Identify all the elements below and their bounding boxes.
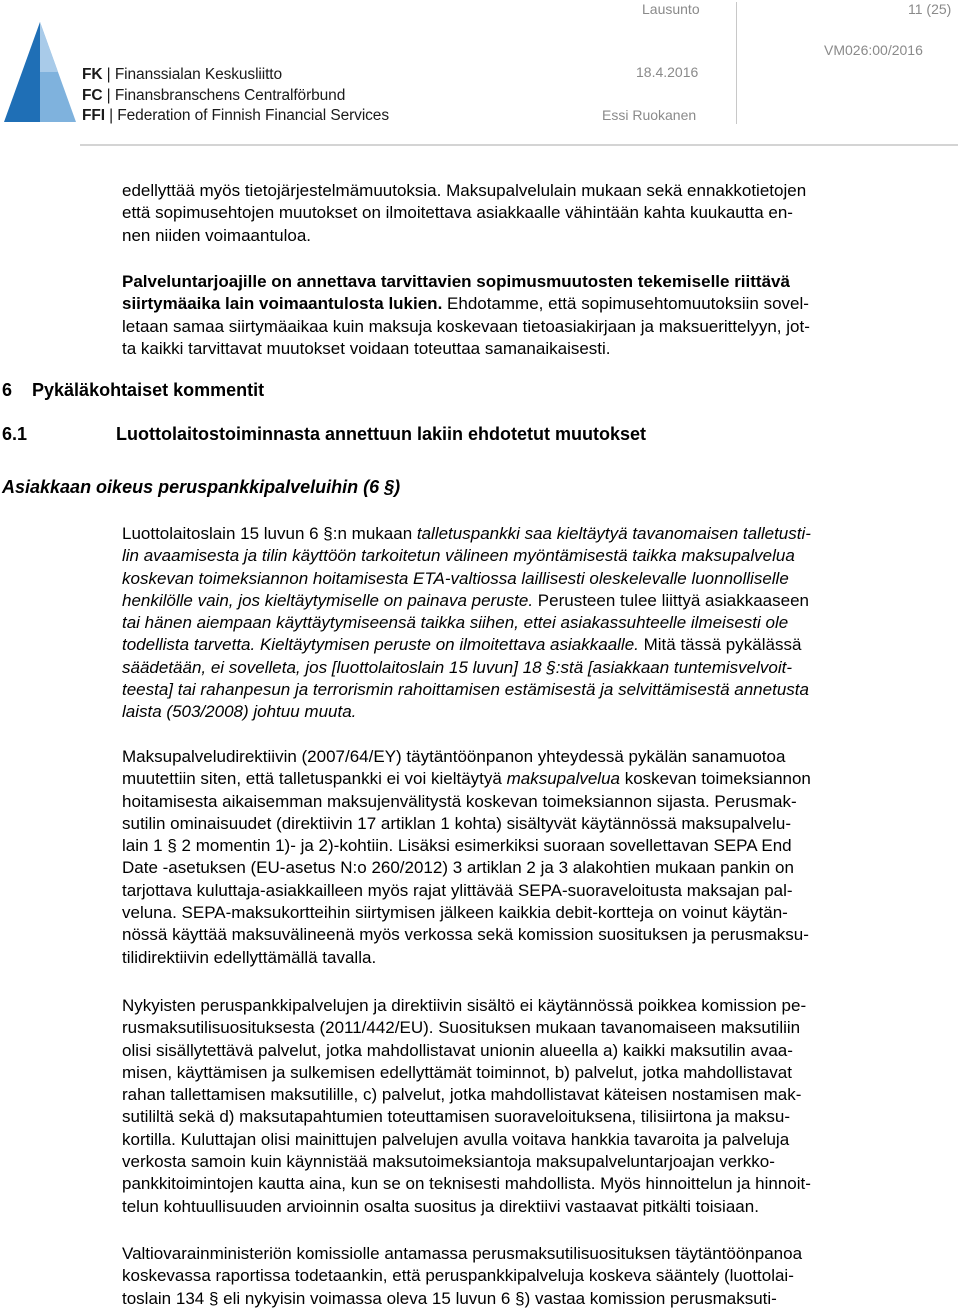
header-divider <box>736 2 737 124</box>
doc-type: Lausunto <box>642 1 700 17</box>
paragraph-2: Palveluntarjoajille on annettava tarvittavien sopimusmuutosten tekemiselle riittävä siirtymäaika lain voimaantulosta lukien. Ehdotamme, että sopimusehtomuutoksiin sovel- letaan samaa siirtymäaikaa kuin maksuja koskevaan tietoasiakirjaan ja maksuerittelyyn, jot- ta kaikki tarvittavat muutokset voidaan toteuttaa samanaikaisesti. <box>122 272 810 358</box>
logo-line-fk: FK | Finanssialan Keskusliitto <box>82 66 283 83</box>
logo-line-fc: FC | Finansbranschens Centralförbund <box>82 87 346 104</box>
reference-number: VM026:00/2016 <box>824 42 923 58</box>
header-rule <box>80 144 958 146</box>
paragraph-4: Maksupalveludirektiivin (2007/64/EY) täytäntöönpanon yhteydessä pykälän sanamuotoa muutettiin siten, että talletuspankki ei voi kieltäytyä maksupalvelua koskevan toimeksiannon hoitamisesta aikaisemman maksujenvälitystä koskevan toimeksiannon sijasta. Perusmak- sutilin ominaisuudet (direktiivin 17 artiklan 1 kohta) sisältyvät käytännössä maksupalvelu- lain 1 § 2 momentin 1)- ja 2)-kohtiin. Lisäksi esimerkiksi suoraan sovellettavan SEPA End Date -asetuksen (EU-asetus N:o 260/2012) 3 artiklan 2 ja 3 alakohtien mukaan pankin on tarjottava kuluttaja-asiakkailleen myös rajat ylittävää SEPA-suoraveloitusta maksajan pal- veluna. SEPA-maksukortteihin siirtymisen jälkeen kaikkia debit-kortteja on voinut käytän- nössä käyttää maksuvälineenä myös verkossa sekä komission suosituksen ja perusmaksu- tilidirektiivin edellyttämällä tavalla. <box>122 747 811 967</box>
subsection-heading: 6.1 Luottolaitostoiminnasta annettuun lakiin ehdotetut muutokset <box>2 424 647 444</box>
author-name: Essi Ruokanen <box>602 107 697 123</box>
italic-heading: Asiakkaan oikeus peruspankkipalveluihin (6 §) <box>2 477 401 497</box>
section-heading: 6 Pykäläkohtaiset kommentit <box>2 380 265 400</box>
paragraph-6: Valtiovarainministeriön komissiolle antamassa perusmaksutilisuosituksen täytäntöönpanoa koskevassa raportissa todetaankin, että peruspankkipalveluja koskeva sääntely (luottolai- toslain 134 § eli nykyisin voimassa oleva 15 luvun 6 §) vastaa komission perusmaksuti- <box>122 1244 803 1308</box>
document-date: 18.4.2016 <box>636 64 699 80</box>
paragraph-3: Luottolaitoslain 15 luvun 6 §:n mukaan talletuspankki saa kieltäytyä tavanomaisen talletusti- lin avaamisesta ja tilin käyttöön tarkoitetun välineen myöntämisestä taikka maksupalvelua koskevan toimeksiannon hoitamisesta ETA-valtiossa laillisesti oleskelevalle luonnolliselle henkilölle vain, jos kieltäytymiselle on painava peruste. Perusteen tulee liittyä asiakkaaseen tai hänen aiempaan käyttäytymiseensä taikka siihen, ettei asiakassuhteelle ilmeisesti ole todellista tarvetta. Kieltäytymisen peruste on ilmoitettava asiakkaalle. Mitä tässä pykälässä säädetään, ei sovelleta, jos [luottolaitoslain 15 luvun] 18 §:stä [asiakkaan tuntemisvelvoit- teesta] tai rahanpesun ja terrorismin rahoittamisen estämisestä ja selvittämisestä annetusta laista (503/2008) johtuu muuta. <box>122 524 811 722</box>
paragraph-5: Nykyisten peruspankkipalvelujen ja direktiivin sisältö ei käytännössä poikkea komission pe- rusmaksutilisuosituksesta (2011/442/EU). Suosituksen mukaan tavanomaiseen maksutiliin olisi sisällytettävä palvelut, jotka mahdollistavat unionin alueella a) kaikki maksutilin avaa- misen, käyttämisen ja sulkemisen edellyttämät toiminnot, b) palvelut, jotka mahdollistavat rahan tallettamisen maksutilille, c) palvelut, jotka mahdollistavat käteisen nostamisen mak- sutililtä sekä d) maksutapahtumien toteuttamisen suoraveloituksena, tilisiirtona ja maksu- kortilla. Kuluttajan olisi mainittujen palvelujen avulla voitava hankkia tavaroita ja palveluja verkosta samoin kuin käynnistää maksutoimeksiantoja maksupalveluntarjoajan verkko- pankkitoimintojen kautta aina, kun se on teknisesti mahdollista. Myös hinnoittelun ja hinnoit- telun kohtuullisuuden arvioinnin osalta suositus ja direktiivi vastaavat pitkälti toisiaan. <box>122 996 811 1216</box>
logo-pyramid-icon <box>0 18 80 128</box>
paragraph-1: edellyttää myös tietojärjestelmämuutoksia. Maksupalvelulain mukaan sekä ennakkotietojen että sopimusehtojen muutokset on ilmoitettava asiakkaalle vähintään kahta kuukautta en- nen niiden voimaantuloa. <box>122 181 807 245</box>
logo-line-ffi: FFI | Federation of Finnish Financial Services <box>82 107 389 124</box>
page-number: 11 (25) <box>908 1 952 17</box>
